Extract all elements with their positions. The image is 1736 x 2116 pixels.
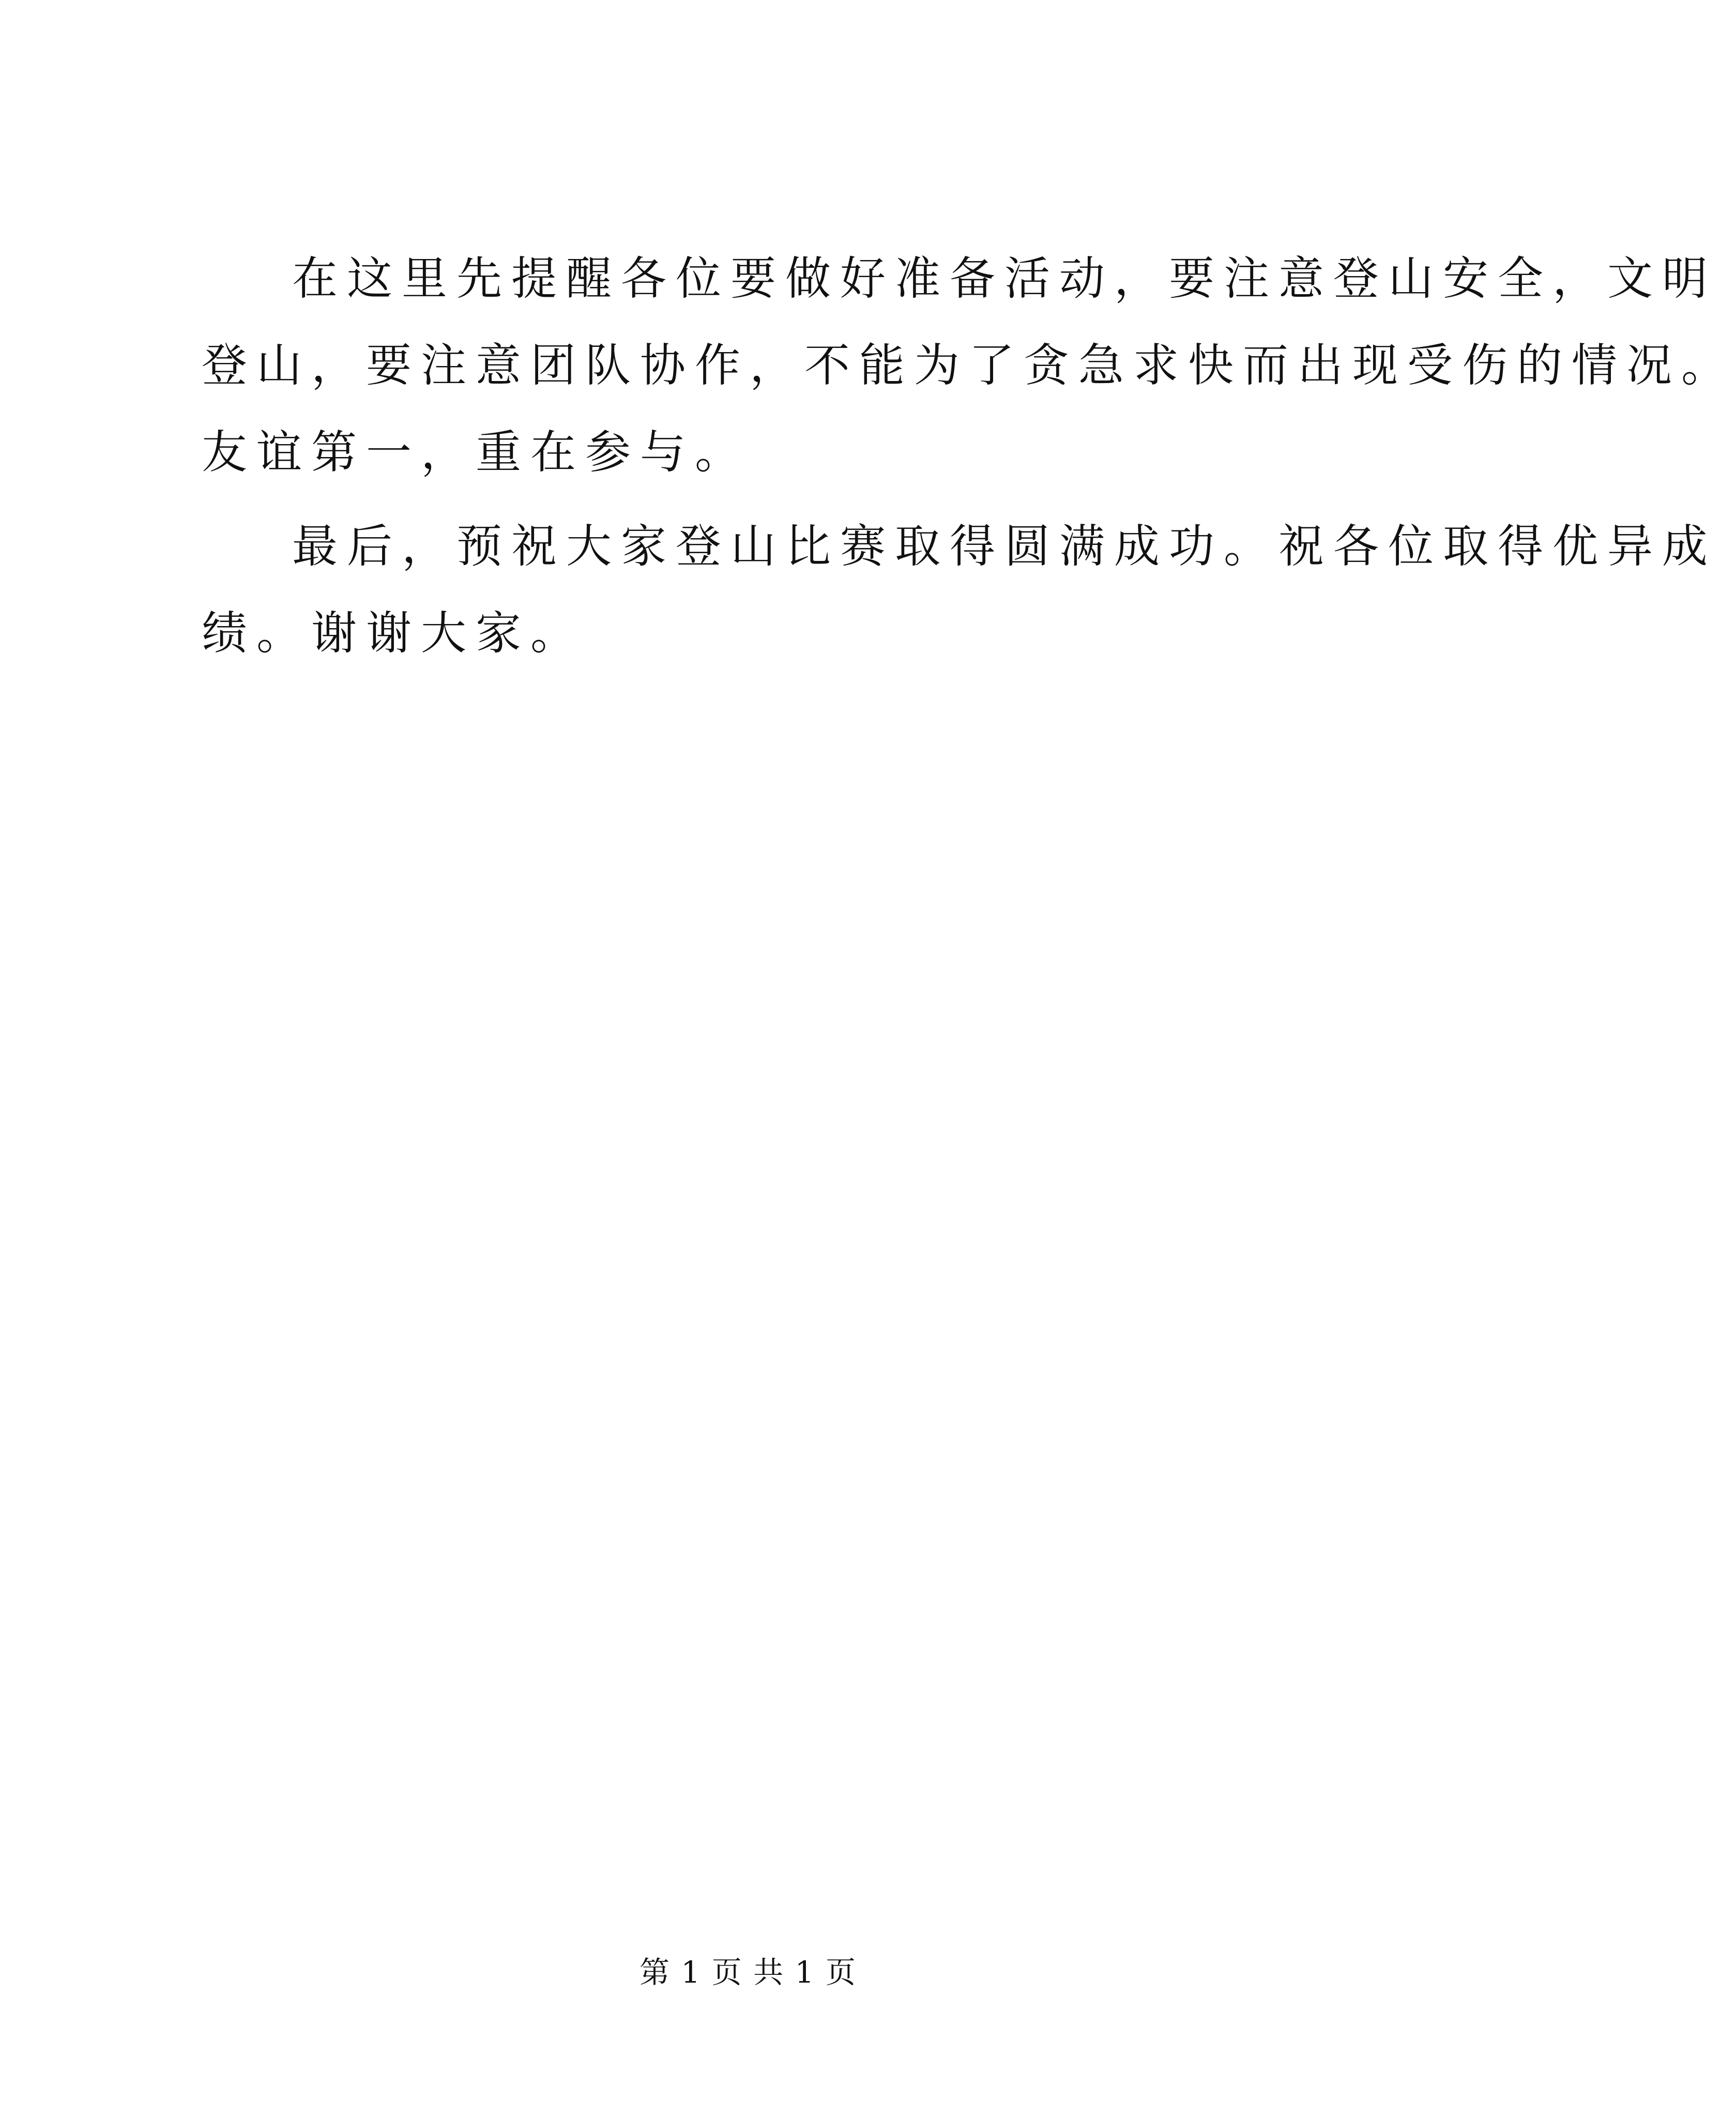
paragraph-line: 登山，要注意团队协作，不能为了贪急求快而出现受伤的情况。 [202,339,1736,392]
paragraph-2 [202,503,1717,677]
page-number-footer: 第 1 页 共 1 页 [639,1955,857,1990]
paragraph-line: 绩。谢谢大家。 [202,606,586,660]
paragraph-line: 友谊第一，重在参与。 [202,425,750,479]
paragraph-line: 在这里先提醒各位要做好准备活动，要注意登山安全，文明 [292,252,1717,305]
document-body [202,235,1736,677]
paragraph-1 [202,235,1736,496]
paragraph-gap [202,496,1308,503]
paragraph-line: 最后，预祝大家登山比赛取得圆满成功。祝各位取得优异成 [292,520,1717,573]
